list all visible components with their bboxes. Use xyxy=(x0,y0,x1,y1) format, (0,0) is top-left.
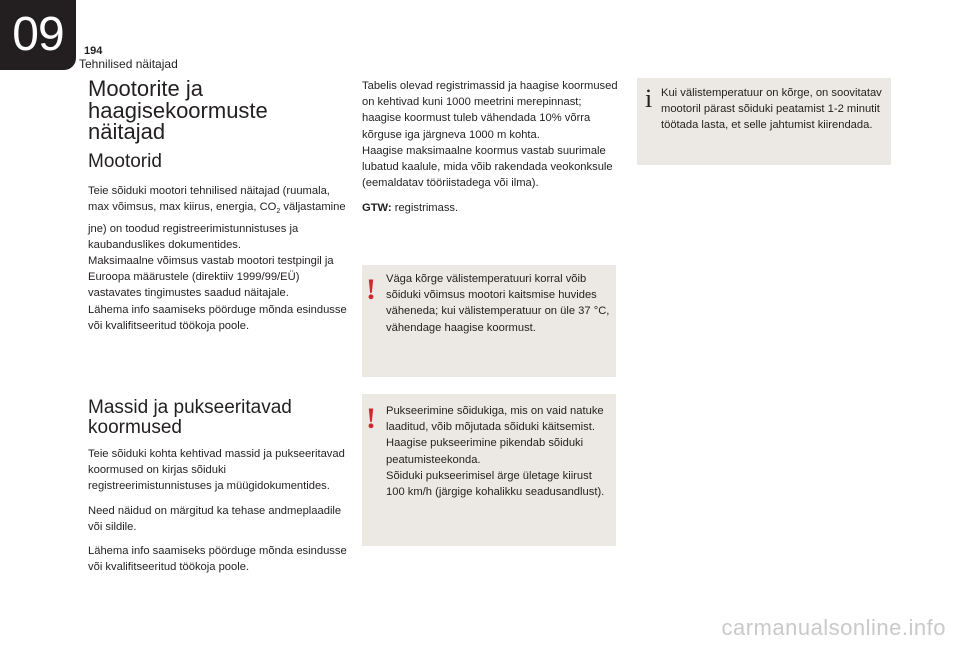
warning-text-towing: Pukseerimine sõidukiga, mis on vaid natuke laaditud, võib mõjutada sõiduki käitsemist. Haagise pukseerimine pikendab sõiduki peatumisteekonda. Sõiduki pukseerimisel ärge ületage kiirust 100 km/h (järgige kohalikku seadusandlust). xyxy=(386,405,605,499)
masses-paragraph-1: Teie sõiduki kohta kehtivad massid ja pukseeritavad koormused on kirjas sõiduki registreerimistunnistuses ja müügidokumentides. xyxy=(88,448,345,493)
masses-paragraph-3: Lähema info saamiseks pöörduge mõnda esindusse või kvalifitseeritud töökoja poole. xyxy=(88,545,347,574)
warning-box-towing xyxy=(362,394,616,546)
warning-text-temperature: Väga kõrge välistemperatuuri korral võib sõiduki võimsus mootori kaitsmise huvides väheneda; kui välistemperatuur on üle 37 °C, vähendage haagise koormust. xyxy=(386,273,610,334)
masses-heading: Massid ja pukseeritavad koormused xyxy=(88,397,292,438)
page-title: Mootorite ja haagisekoormuste näitajad xyxy=(88,76,268,144)
watermark: carmanualsonline.info xyxy=(721,615,946,640)
mass-info-paragraph-1: Tabelis olevad registrimassid ja haagise koormused on kehtivad kuni 1000 meetrini merepinnast; haagise koormust tuleb vähendada 10% võrra kõrguse iga järgneva 1000 m kohta. xyxy=(362,80,618,141)
masses-section xyxy=(88,446,350,575)
warning-box-temperature xyxy=(362,265,616,377)
page-number: 194 xyxy=(84,45,103,57)
running-head: Tehnilised näitajad xyxy=(79,57,178,71)
mass-info-paragraph-2: Haagise maksimaalne koormus vastab suurimale lubatud kaalule, mida võib rakendada veokonksule (eemaldatav tööriistadega või ilma). xyxy=(362,144,613,190)
warning-icon: ! xyxy=(366,402,376,435)
info-text-engine-cooling: Kui välistemperatuur on kõrge, on soovitatav mootoril pärast sõiduki peatamist 1-2 minutit töötada lasta, et selle jahtumist kiirendada. xyxy=(661,87,882,132)
chapter-tab: 09 xyxy=(0,0,76,70)
info-box-engine-cooling xyxy=(637,78,891,165)
engines-paragraph-2: Maksimaalne võimsus vastab mootori testpingil ja Euroopa määrustele (direktiiv 1999/99/EÜ) vastavates tingimustes saadud näitajale. xyxy=(88,255,334,300)
mass-info-section xyxy=(362,78,620,217)
gtw-definition: GTW: registrimass. xyxy=(362,202,459,215)
warning-icon: ! xyxy=(366,273,376,306)
info-icon: i xyxy=(645,84,653,113)
engines-paragraph-3: Lähema info saamiseks pöörduge mõnda esindusse või kvalifitseeritud töökoja poole. xyxy=(88,303,347,332)
engines-paragraph-1: Teie sõiduki mootori tehnilised näitajad (ruumala, max võimsus, max kiirus, energia, $CO_2$ väljastamine jne) on toodud registreerimistunnistuses ja kaubanduslikes dokumentides. xyxy=(88,185,346,251)
engines-section xyxy=(88,183,350,334)
engines-heading: Mootorid xyxy=(88,151,162,172)
masses-paragraph-2: Need näidud on märgitud ka tehase andmeplaadile või sildile. xyxy=(88,504,342,533)
